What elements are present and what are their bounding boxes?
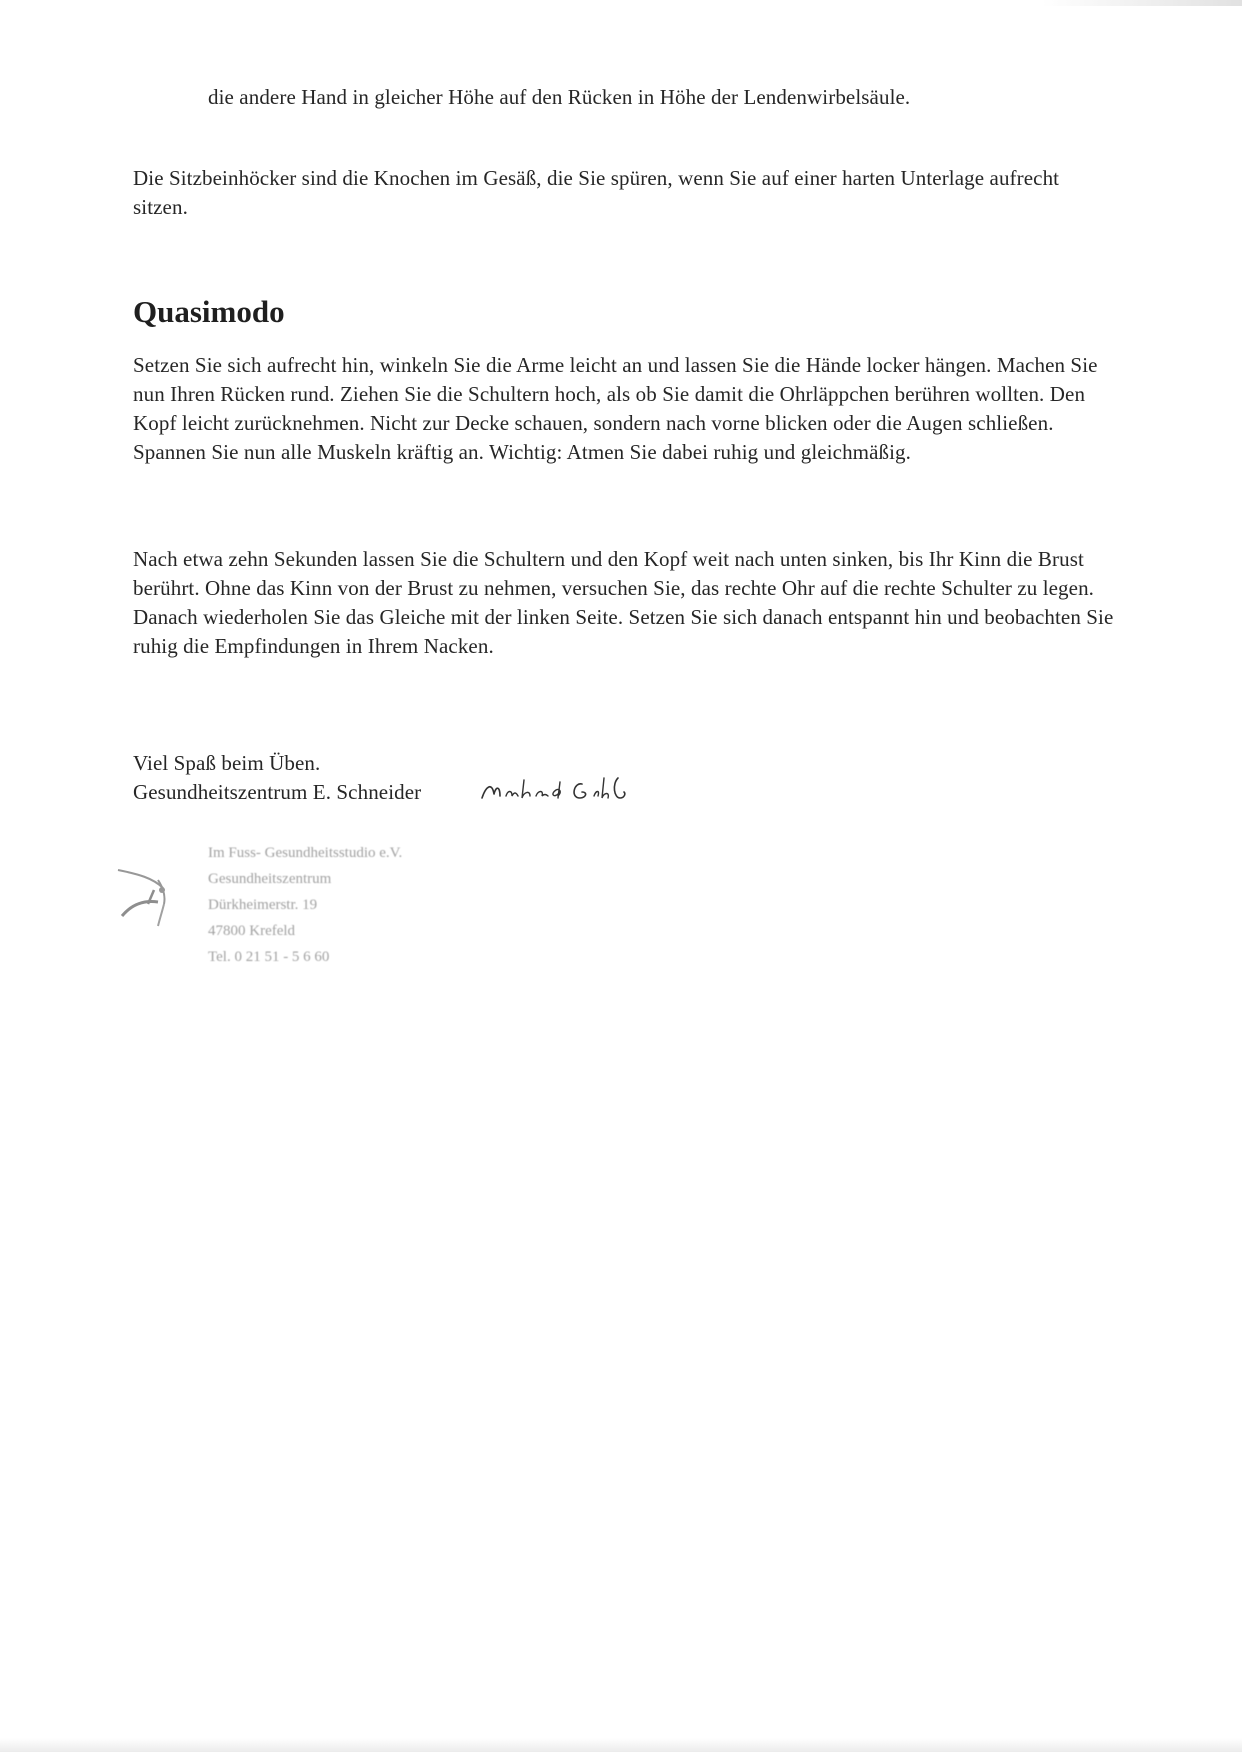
- stamp-text: [208, 840, 402, 970]
- handwritten-signature: [478, 772, 658, 812]
- intro-line: die andere Hand in gleicher Höhe auf den Rücken in Höhe der Lendenwirbelsäule.: [208, 85, 911, 109]
- closing-sender: Gesundheitszentrum E. Schneider: [133, 780, 422, 804]
- scan-edge-top: [1042, 0, 1242, 6]
- sitzbein-paragraph: Die Sitzbeinhöcker sind die Knochen im Gesäß, die Sie spüren, wenn Sie auf einer harten Unterlage aufrecht sitzen.: [133, 166, 1060, 219]
- company-stamp: [108, 840, 488, 970]
- stamp-line-4: 47800 Krefeld: [208, 923, 296, 939]
- stamp-line-2: Gesundheitszentrum: [208, 871, 332, 887]
- stamp-line-1: Im Fuss- Gesundheitsstudio e.V.: [208, 845, 403, 861]
- closing-greeting: Viel Spaß beim Üben.: [133, 751, 321, 775]
- scan-edge-bottom: [0, 1738, 1242, 1752]
- stamp-line-5: Tel. 0 21 51 - 5 6 60: [208, 949, 330, 965]
- exercise-paragraph-1: Setzen Sie sich aufrecht hin, winkeln Sie die Arme leicht an und lassen Sie die Hände locker hängen. Machen Sie nun Ihren Rücken rund. Ziehen Sie die Schultern hoch, als ob Sie damit die Ohrläppchen berühren wollten. Den Kopf leicht zurücknehmen. Nicht zur Decke schauen, sondern nach vorne blicken oder die Augen schließen. Spannen Sie nun alle Muskeln kräftig an. Wichtig: Atmen Sie dabei ruhig und gleichmäßig.: [133, 353, 1098, 464]
- stamp-logo-icon: [108, 860, 188, 940]
- exercise-paragraph-2: Nach etwa zehn Sekunden lassen Sie die Schultern und den Kopf weit nach unten sinken, bis Ihr Kinn die Brust berührt. Ohne das Kinn von der Brust zu nehmen, versuchen Sie, das rechte Ohr auf die rechte Schulter zu legen. Danach wiederholen Sie das Gleiche mit der linken Seite. Setzen Sie sich danach entspannt hin und beobachten Sie ruhig die Empfindungen in Ihrem Nacken.: [133, 547, 1114, 658]
- section-heading: Quasimodo: [133, 294, 285, 329]
- stamp-line-3: Dürkheimerstr. 19: [208, 897, 318, 913]
